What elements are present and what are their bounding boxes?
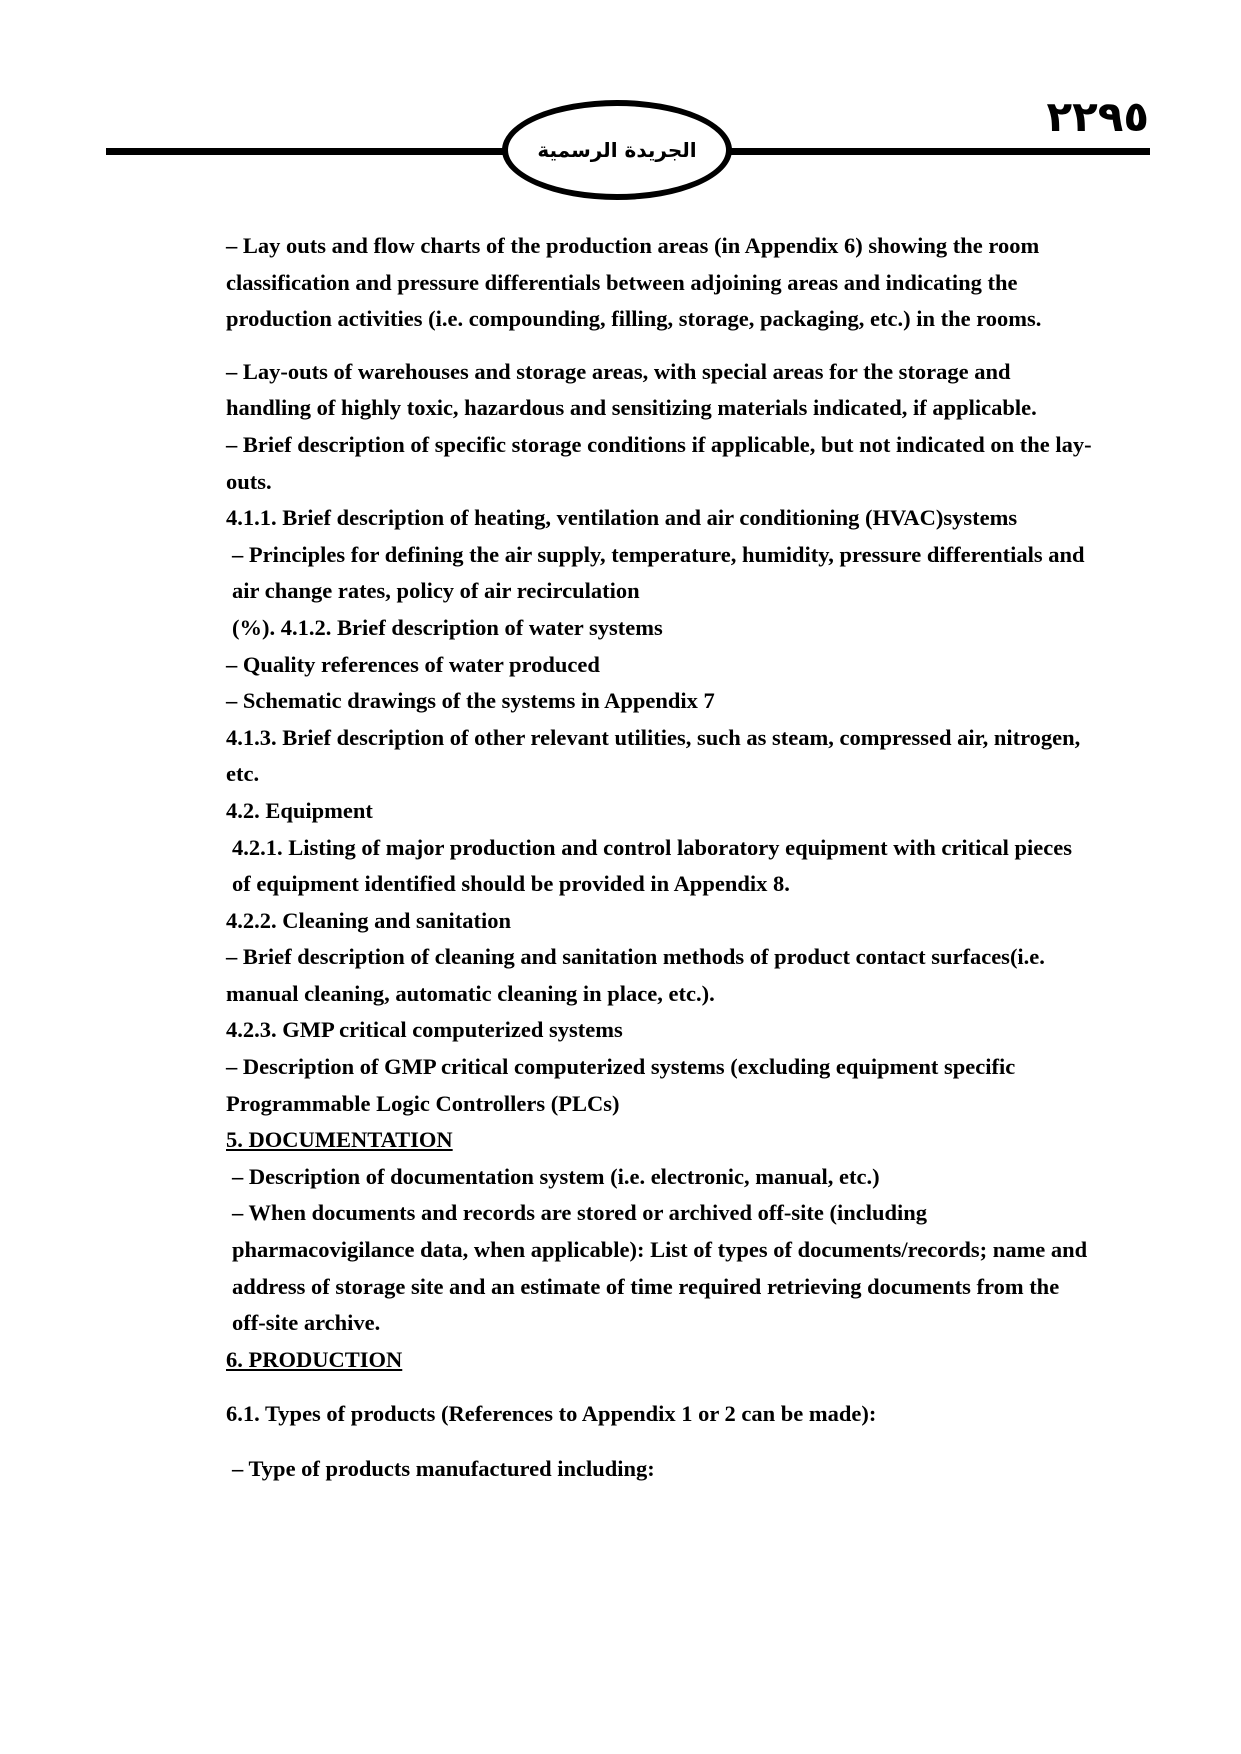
heading-4-2: 4.2. Equipment: [226, 797, 373, 823]
paragraph-storage-conditions: – Brief description of specific storage conditions if applicable, but not indicated on the lay-outs.: [226, 431, 1092, 494]
heading-4-1-3: 4.1.3. Brief description of other relevant utilities, such as steam, compressed air, nitrogen, etc.: [226, 724, 1081, 787]
page-header: [0, 0, 1241, 220]
paragraph-air-supply: – Principles for defining the air supply, temperature, humidity, pressure differentials and air change rates, policy of air recirculation: [232, 541, 1085, 604]
heading-4-1-2: (%). 4.1.2. Brief description of water systems: [232, 614, 663, 640]
section-heading-documentation: 5. DOCUMENTATION: [226, 1127, 453, 1153]
paragraph-water-quality: – Quality references of water produced: [226, 651, 600, 677]
paragraph-layouts-production: – Lay outs and flow charts of the production areas (in Appendix 6) showing the room classification and pressure differentials between adjoining areas and indicating the production activities (i.e. compounding, filling, storage, packaging, etc.) in the rooms.: [226, 233, 1042, 332]
header-rule-left: [106, 148, 506, 155]
heading-4-2-3: 4.2.3. GMP critical computerized systems: [226, 1017, 623, 1043]
heading-4-2-1: 4.2.1. Listing of major production and control laboratory equipment with critical pieces of equipment identified should be provided in Appendix 8.: [232, 834, 1072, 897]
journal-title: الجريدة الرسمية: [537, 138, 697, 162]
journal-title-oval: [502, 100, 732, 200]
heading-4-1-1: 4.1.1. Brief description of heating, ventilation and air conditioning (HVAC)systems: [226, 505, 1018, 531]
section-heading-production: 6. PRODUCTION: [226, 1346, 403, 1372]
heading-6-1: 6.1. Types of products (References to Appendix 1 or 2 can be made):: [226, 1401, 877, 1427]
paragraph-schematic-drawings: – Schematic drawings of the systems in Appendix 7: [226, 688, 715, 714]
paragraph-gmp-systems: – Description of GMP critical computerized systems (excluding equipment specific Programmable Logic Controllers (PLCs): [226, 1054, 1016, 1116]
header-rule-right: [730, 148, 1150, 155]
document-body: [226, 228, 1096, 1488]
paragraph-cleaning-methods: – Brief description of cleaning and sanitation methods of product contact surfaces(i.e. manual cleaning, automatic cleaning in place, etc.).: [226, 944, 1045, 1006]
paragraph-layouts-warehouses: – Lay-outs of warehouses and storage areas, with special areas for the storage and handling of highly toxic, hazardous and sensitizing materials indicated, if applicable.: [226, 358, 1037, 421]
paragraph-documentation-system: – Description of documentation system (i.e. electronic, manual, etc.): [232, 1163, 880, 1189]
page-number: ٢٢٩٥: [1046, 92, 1149, 141]
paragraph-product-types: – Type of products manufactured including:: [232, 1456, 655, 1481]
heading-4-2-2: 4.2.2. Cleaning and sanitation: [226, 907, 512, 933]
paragraph-offsite-archive: – When documents and records are stored or archived off-site (including pharmacovigilance data, when applicable): List of types of documents/records; name and address of storage site and an estimate of time required retrieving documents from the off-site archive.: [232, 1200, 1088, 1336]
